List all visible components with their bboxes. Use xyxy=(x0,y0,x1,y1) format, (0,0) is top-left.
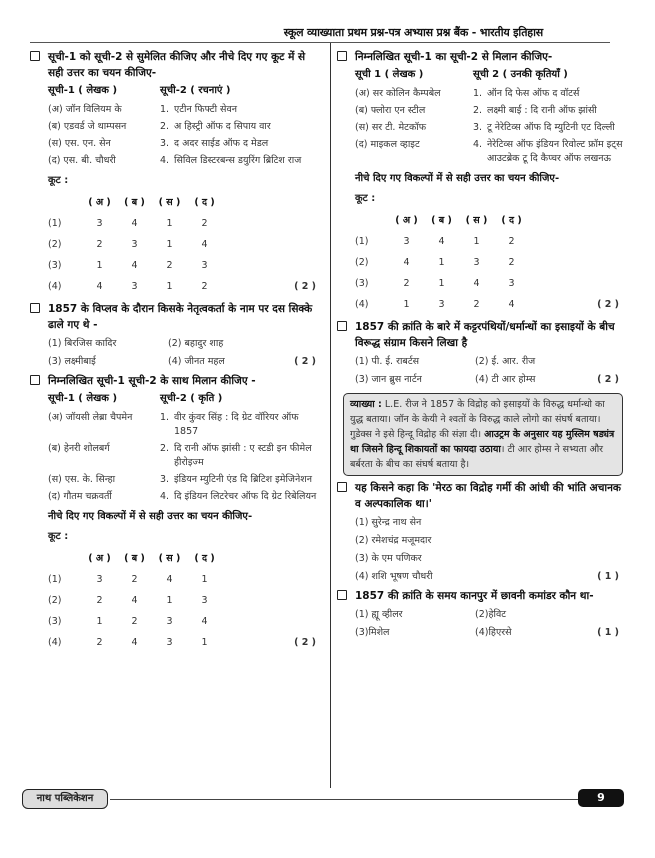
explanation-box xyxy=(343,393,623,476)
instruction: नीचे दिए गए विकल्पों में से सही उत्तर का चयन कीजिए- xyxy=(355,173,560,184)
explanation-bold-text: आउट्रम के अनुसार यह मुस्लिम षड्यंत्र था जिसने हिन्दू शिकायतों का फायदा उठाया xyxy=(350,429,615,455)
right-column xyxy=(335,45,623,640)
match-lists xyxy=(48,392,320,504)
question-text: 1857 की क्रांति के समय कानपुर में छावनी कमांडर कौन था- xyxy=(355,590,594,602)
list2-item: 1. ऑन दि फेस ऑफ द वॉटर्स xyxy=(473,88,580,99)
list1-item: (द) एस. बी. चौधरी xyxy=(48,155,116,166)
list2-item: 4. दि इंडियन लिटरेचर ऑफ दि ग्रेट रिबेलियन xyxy=(160,491,317,502)
option: (2) बहादुर शाह xyxy=(168,338,224,349)
question-6 xyxy=(335,480,623,584)
page-number: 9 xyxy=(578,789,624,807)
option: (1) बिरजिस कादिर xyxy=(48,338,117,349)
kut-header-row: ( अ ) ( ब ) ( स ) ( द ) xyxy=(88,196,215,208)
checkbox-icon xyxy=(30,51,40,61)
option: (1) पी. ई. राबर्टस xyxy=(355,356,420,367)
list1-item: (स) सर टी. मेटकॉफ xyxy=(355,122,427,133)
question-text: यह किसने कहा कि 'मेरठ का विद्रोह गर्मी की आंधी की भांति अचानक व अल्पकालिक था।' xyxy=(355,482,621,510)
option: (2) रमेशचंद्र मजूमदार xyxy=(355,535,432,546)
answer: ( 1 ) xyxy=(597,571,619,582)
kut-row: (4) 4 3 1 2 ( 2 ) xyxy=(48,280,316,292)
page-header-title: स्कूल व्याख्याता प्रथम प्रश्न-पत्र अभ्यास प्रश्न बैंक - भारतीय इतिहास xyxy=(283,26,543,39)
kut-table xyxy=(355,210,623,315)
kut-label: कूट : xyxy=(355,193,376,204)
list1-item: (ब) फ्लोरा एन स्टील xyxy=(355,105,426,116)
checkbox-icon xyxy=(337,321,347,331)
options xyxy=(355,608,623,640)
list2-item: 4. नेरेटिव्स ऑफ इंडियन रिवोल्ट फ्रॉम इट्स आउटब्रेक टू दि कैप्चर ऑफ लखनऊ xyxy=(473,139,623,164)
match-lists xyxy=(48,84,320,168)
option: (4) शशि भूषण चौधरी ( 1 ) xyxy=(355,570,623,584)
list2-item: 2. अ हिस्ट्री ऑफ द सिपाय वार xyxy=(160,121,271,132)
option: (2) ई. आर. रीज xyxy=(475,356,536,367)
question-text: 1857 के विप्लव के दौरान किसके नेतृत्वकर्ता के नाम पर दस सिक्के ढाले गए थे - xyxy=(48,303,313,331)
list1-item: (अ) जॉयसी लेब्रा चैपमेन xyxy=(48,412,133,423)
list1-item: (स) एस. के. सिन्हा xyxy=(48,474,116,485)
option: (3)मिशेल xyxy=(355,627,390,638)
kut-row: (1) 3 2 4 1 xyxy=(48,573,208,585)
kut-row: (4) 2 4 3 1 ( 2 ) xyxy=(48,636,316,648)
explanation-text: L.E. रीज ने 1857 के विद्रोह को इसाइयों के विरुद्ध धर्मान्धो का युद्ध बताया। जॉन के केयी ने श्वतों के विरुद्ध काले लोगो का संघर्ष बताया। गुडेक्स ने इसे हिन्दू विद्रोह की संज्ञा दी। xyxy=(350,399,605,440)
answer: ( 2 ) xyxy=(597,374,619,385)
explanation-label: व्याख्या : xyxy=(350,399,382,410)
question-4 xyxy=(335,49,623,315)
explanation-text: । टी आर होम्स ने सभ्यता और बर्बरता के बीच का संघर्ष बताया है। xyxy=(350,444,604,470)
kut-header-row: ( अ ) ( ब ) ( स ) ( द ) xyxy=(88,552,215,564)
option: (3) के एम पणिकर xyxy=(355,553,422,564)
question-text: निम्नलिखित सूची-1 सूची-2 के साथ मिलान कीजिए - xyxy=(48,375,256,387)
list2-heading: सूची 2 ( उनकी कृतियाँ ) xyxy=(473,69,568,80)
list1-heading: सूची-1 ( लेखक ) xyxy=(48,85,118,96)
header-rule xyxy=(30,42,610,43)
option: (4) टी आर होम्स xyxy=(475,374,536,385)
kut-row: (4) 1 3 2 4 ( 2 ) xyxy=(355,298,619,310)
question-2 xyxy=(28,301,320,369)
question-text: निम्नलिखित सूची-1 का सूची-2 से मिलान कीजिए- xyxy=(355,51,553,63)
question-text: 1857 की क्रांति के बारे में कट्टरपंथियों/धर्मान्धों का इसाइयों के बीच विरूद्ध संग्राम किसने लिखा है xyxy=(355,321,615,349)
question-7 xyxy=(335,588,623,640)
kut-label: कूट : xyxy=(48,175,69,186)
kut-row: (3) 2 1 4 3 xyxy=(355,277,515,289)
list1-heading: सूची 1 ( लेखक ) xyxy=(355,69,424,80)
answer: ( 2 ) xyxy=(294,356,316,367)
list1-item: (ब) एडवर्ड जे थाम्पसन xyxy=(48,121,127,132)
option: (4)हिएरसे xyxy=(475,627,512,638)
left-column xyxy=(28,45,320,653)
kut-row: (2) 2 3 1 4 xyxy=(48,238,208,250)
kut-row: (3) 1 4 2 3 xyxy=(48,259,208,271)
kut-row: (2) 2 4 1 3 xyxy=(48,594,208,606)
publisher-badge: नाथ पब्लिकेशन xyxy=(22,789,108,809)
question-text: सूची-1 को सूची-2 से सुमेलित कीजिए और नीचे दिए गए कूट में से सही उत्तर का चयन कीजिए- xyxy=(48,51,306,79)
list2-heading: सूची-2 ( कृति ) xyxy=(160,393,223,404)
footer-rule xyxy=(110,799,580,800)
option: (2)हेविट xyxy=(475,609,507,620)
checkbox-icon xyxy=(337,590,347,600)
options xyxy=(48,337,320,369)
list2-item: 1. वीर कुंवर सिंह : दि ग्रेट वॉरियर ऑफ 1857 xyxy=(160,412,299,437)
instruction: नीचे दिए गए विकल्पों में से सही उत्तर का चयन कीजिए- xyxy=(48,511,253,522)
option: (3) जान ब्रुस नार्टन xyxy=(355,374,422,385)
question-3 xyxy=(28,373,320,653)
option: (4) जीनत महल xyxy=(168,356,225,367)
kut-header-row: ( अ ) ( ब ) ( स ) ( द ) xyxy=(395,214,522,226)
checkbox-icon xyxy=(30,303,40,313)
match-lists xyxy=(355,68,623,166)
kut-label: कूट : xyxy=(48,531,69,542)
list1-item: (स) एस. एन. सेन xyxy=(48,138,111,149)
answer: ( 2 ) xyxy=(294,280,316,292)
list2-heading: सूची-2 ( रचनाएं ) xyxy=(160,85,231,96)
list2-item: 1. एटीन फिफ्टी सेवन xyxy=(160,104,238,115)
option: (1) ह्यू व्हीलर xyxy=(355,609,403,620)
list1-item: (ब) हेनरी शोलबर्ग xyxy=(48,443,110,454)
list1-heading: सूची-1 ( लेखक ) xyxy=(48,393,118,404)
checkbox-icon xyxy=(30,375,40,385)
answer: ( 2 ) xyxy=(597,298,619,310)
option: (1) सुरेन्द्र नाथ सेन xyxy=(355,517,422,528)
list2-item: 3. टू नेरेटिव्स ऑफ दि म्युटिनी एट दिल्ली xyxy=(473,122,615,133)
kut-row: (2) 4 1 3 2 xyxy=(355,256,515,268)
checkbox-icon xyxy=(337,51,347,61)
list2-item: 4. सिविल डिस्टरबन्स डयुरिंग ब्रिटिश राज xyxy=(160,155,302,166)
kut-table xyxy=(48,192,320,297)
column-divider xyxy=(330,43,331,788)
options xyxy=(355,355,623,387)
kut-row: (1) 3 4 1 2 xyxy=(355,235,515,247)
kut-table xyxy=(48,548,320,653)
list1-item: (द) गौतम चक्रवर्ती xyxy=(48,491,112,502)
list2-item: 3. इंडियन म्युटिनी एंड दि ब्रिटिश इमेजिनेशन xyxy=(160,474,312,485)
question-5 xyxy=(335,319,623,387)
list1-item: (द) माइकल व्हाइट xyxy=(355,139,420,150)
checkbox-icon xyxy=(337,482,347,492)
list2-item: 2. लक्ष्मी बाई : दि रानी ऑफ झांसी xyxy=(473,105,597,116)
question-1 xyxy=(28,49,320,297)
answer: ( 1 ) xyxy=(597,627,619,638)
kut-row: (1) 3 4 1 2 xyxy=(48,217,208,229)
option: (3) लक्ष्मीबाई xyxy=(48,356,96,367)
answer: ( 2 ) xyxy=(294,636,316,648)
list2-item: 3. द अदर साईड ऑफ द मेडल xyxy=(160,138,269,149)
list1-item: (अ) जॉन विलियम के xyxy=(48,104,122,115)
list1-item: (अ) सर कोलिन कैम्पबेल xyxy=(355,88,441,99)
kut-row: (3) 1 2 3 4 xyxy=(48,615,208,627)
list2-item: 2. दि रानी ऑफ झांसी : ए स्टडी इन फीमेल हीरोइज्म xyxy=(160,443,312,468)
